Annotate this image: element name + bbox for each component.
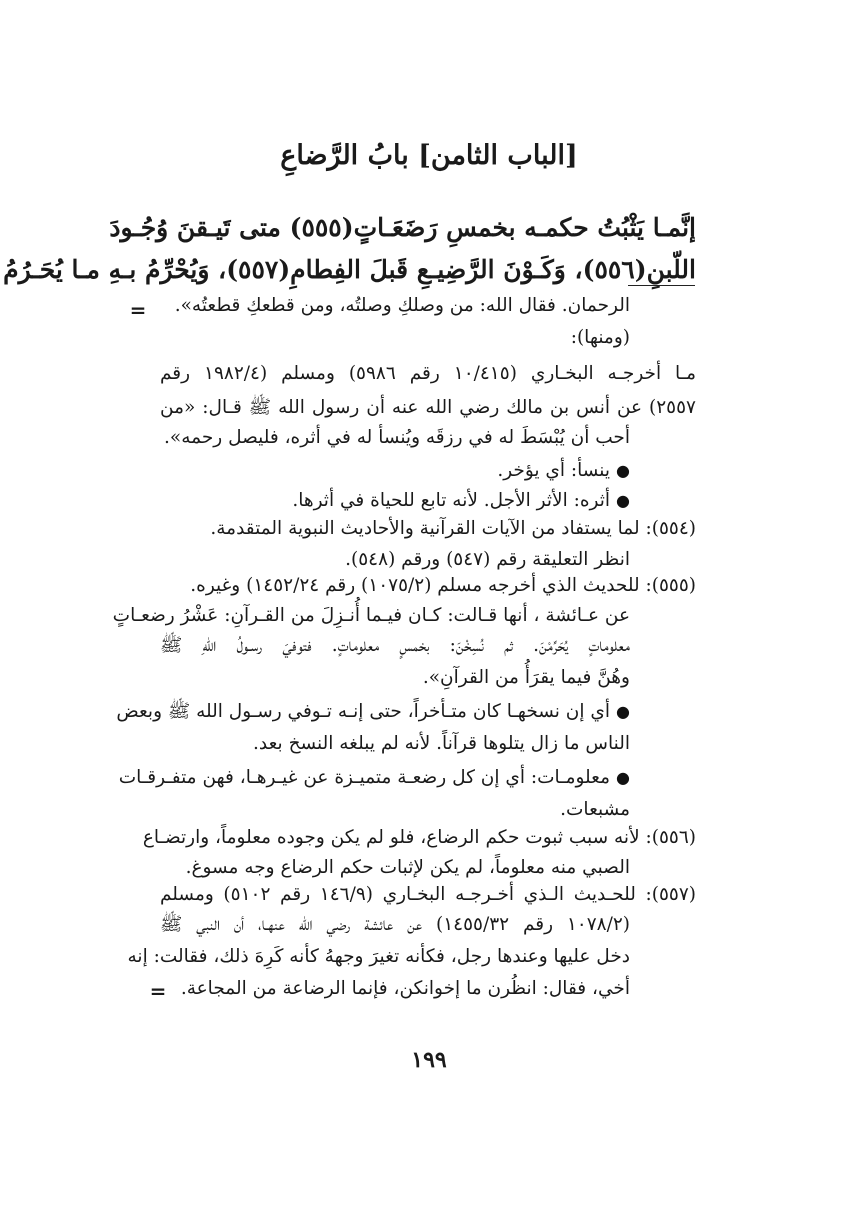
footnote-carry-line: الرحمان. فقال الله: من وصلكِ وصلتُه، ومن قطعكِ قطعتُه». <box>174 295 630 316</box>
footnote-bullet-text: معلومـات: أي إن كل رضعـة متميـزة عن غيـرهـا، فهن متفـرقـات <box>118 767 611 788</box>
footnote-555-line-4: وهُنَّ فيما يقرَأُ من القرآنِ». <box>422 667 630 688</box>
footnote-minha-line-1: مـا أخرجـه البخـاري (١٠/٤١٥ رقم ٥٩٨٦) ومسلم (١٩٨٢/٤ رقم <box>160 363 697 384</box>
footnote-556-line-2: الصبي منه معلوماً، لم يكن لإثبات حكم الرضاع وجه مسوغ. <box>185 857 630 878</box>
footnote-555-line-1: (٥٥٥): للحديث الذي أخرجه مسلم (١٠٧٥/٢) رقم ١٤٥٢/٢٤) وغيره. <box>190 575 696 596</box>
continuation-mark-bottom: = <box>149 979 167 1003</box>
footnote-minha-line-2: ٢٥٥٧) عن أنس بن مالك رضي الله عنه أن رسول الله ﷺ قـال: «من <box>160 397 696 418</box>
main-text-line-1: إنَّمـا يَثْبُتُ حكمـه بخمسِ رَضَعَـاتٍ(٥٥٥) متى تَيـقنَ وُجُـودَ <box>109 213 696 242</box>
footnote-555-line-3: معلوماتٍ يُحَرِّمْنَ. ثم نُسِخْنَ: بخمسٍ معلوماتٍ. فتوفيَ رسـولُ اللهِ ﷺ <box>160 635 630 656</box>
bullet-icon: ● <box>616 461 630 480</box>
footnote-bullet-text: أثره: الأثر الأجل. لأنه تابع للحياة في أثرها. <box>292 490 611 511</box>
footnote-separator <box>628 285 695 286</box>
footnote-557-line-2: (١٠٧٨/٢ رقم ١٤٥٥/٣٢) عن عائشة رضي الله عنهـا، أن النبي ﷺ <box>160 914 630 935</box>
footnote-bullet-continuation: الناس ما زال يتلوها قرآناً. لأنه لم يبلغه النسخ بعد. <box>253 733 630 754</box>
bullet-icon: ● <box>616 768 630 787</box>
footnote-bullet-item <box>497 456 630 486</box>
page-number: ١٩٩ <box>411 1047 447 1073</box>
footnote-557-line-1: (٥٥٧): للحـديث الـذي أخـرجـه البخـاري (١٤٦/٩ رقم ٥١٠٢) ومسلم <box>160 884 696 905</box>
bullet-icon: ● <box>616 491 630 510</box>
footnote-minha-line-3: أحب أن يُبْسَطَ له في رزقَه ويُنسأ له في أثره، فليصل رحمه». <box>164 427 630 448</box>
continuation-mark-top: = <box>129 298 147 322</box>
footnote-bullet-text: ينسأ: أي يؤخر. <box>497 460 611 481</box>
footnote-bullet-item <box>292 486 630 516</box>
footnote-554-line-1: (٥٥٤): لما يستفاد من الآيات القرآنية والأحاديث النبوية المتقدمة. <box>210 518 696 539</box>
footnote-557-line-4: أخي، فقال: انظُرن ما إخوانكن، فإنما الرضاعة من المجاعة. <box>180 978 630 999</box>
footnote-557-line-3: دخل عليها وعندها رجل، فكأنه تغيرَ وجههُ كأنه كَرِهَ ذلك، فقالت: إنه <box>127 946 630 967</box>
footnote-556-line-1: (٥٥٦): لأنه سبب ثبوت حكم الرضاع، فلو لم يكن وجوده معلوماً، وارتضـاع <box>142 827 696 848</box>
footnote-bullet-item <box>118 763 630 793</box>
footnote-minha-label: (ومنها): <box>570 327 630 348</box>
main-text-line-2: اللّبنِ(٥٥٦)، وَكَـوْنَ الرَّضِيـعِ قَبلَ الفِطامِ(٥٥٧)، وَيُحْرِّمُ بـهِ مـا يُحَـرُمُ <box>3 255 696 284</box>
chapter-title: [الباب الثامن] بابُ الرَّضاعِ <box>280 140 578 171</box>
footnote-bullet-item <box>116 697 630 727</box>
footnote-bullet-text: أي إن نسخهـا كان متـأخراً، حتى إنـه تـوفي رسـول الله ﷺ وبعض <box>116 701 611 722</box>
footnote-555-line-2: عن عـائشة ، أنها قـالت: كـان فيـما أُنـزِلَ من القـرآنِ: عَشْرُ رضعـاتٍ <box>112 605 630 626</box>
bullet-icon: ● <box>616 702 630 721</box>
footnote-bullet-continuation: مشبعات. <box>560 799 630 820</box>
footnote-554-line-2: انظر التعليقة رقم (٥٤٧) ورقم (٥٤٨). <box>345 549 630 570</box>
